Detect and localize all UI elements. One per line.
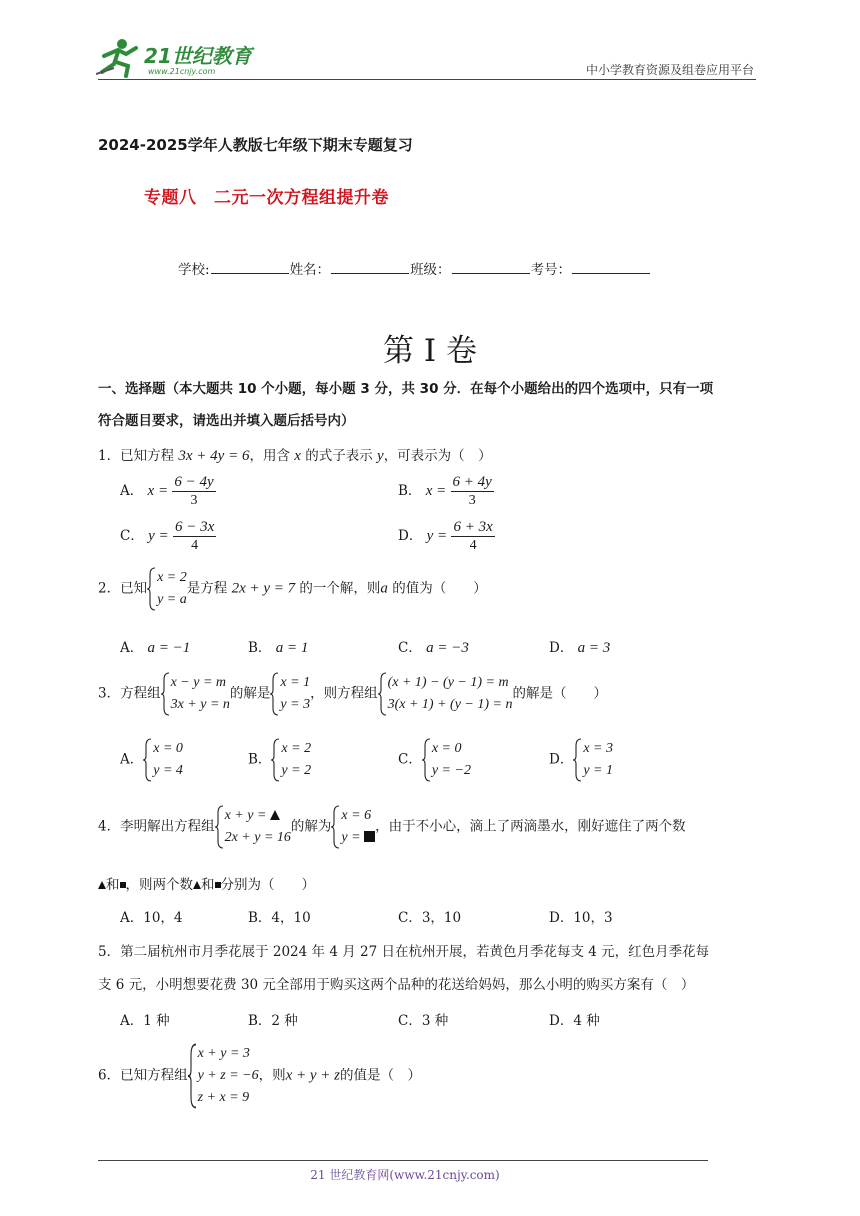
option-label: A． [120,910,144,926]
system-line: y = a [157,592,187,607]
header-divider [98,79,756,80]
exam-number-blank[interactable] [572,261,650,274]
option-label: B． [248,751,272,768]
question-4-line2 [98,873,315,893]
option-label: D． [549,1013,574,1029]
fraction [172,474,215,509]
numerator: 6 − 4y [174,474,214,490]
option-lhs: x = [425,483,447,499]
q5-option-b[interactable] [248,1009,298,1029]
system-line: x = 6 [341,808,372,823]
ink-square-icon [364,831,375,842]
brace-icon [378,672,387,716]
option-label: C． [398,910,422,926]
q2-suffix: 的值为（ ） [392,580,487,597]
ink-triangle-icon [270,810,280,820]
q2-option-d[interactable] [549,636,610,657]
brace-icon [147,567,156,611]
option-label: B． [248,1013,272,1029]
volume-heading: 第 I 卷 [383,333,477,369]
brace-icon [143,738,152,782]
option-lhs: y = [148,528,169,544]
system-line: x + y = 3 [197,1046,250,1061]
option-value: a = −3 [426,640,469,656]
option-system [271,738,311,782]
q4-system-2 [331,805,375,849]
system-line: y = 2 [281,763,312,778]
option-label: C． [120,528,144,544]
option-value: 2 种 [271,1013,298,1029]
q1-equation: 3x + 4y = 6 [178,448,250,464]
q6-text: ，则 [258,1067,286,1084]
q4-and: 和 [106,877,120,893]
student-info-row [178,258,651,278]
option-label: B． [248,640,272,656]
option-label: A． [120,483,144,499]
q3-system-3 [378,672,513,716]
q2-var: a [380,580,388,597]
q6-system [188,1043,259,1109]
system-line: (x + 1) − (y − 1) = m [387,675,509,690]
brace-icon [271,738,280,782]
footer-text[interactable]: 21 世纪教育网(www.21cnjy.com) [310,1168,500,1182]
topic-title: 专题八 二元一次方程组提升卷 [144,188,389,208]
q2-option-c[interactable] [398,636,469,657]
option-lhs: y = [426,528,448,544]
school-label: 学校: [178,262,210,278]
option-label: C． [398,751,422,768]
section-heading-line2: 符合题目要求，请选出并填入题后括号内） [98,413,355,429]
numerator: 6 + 4y [452,474,492,490]
option-label: C． [398,1013,422,1029]
option-label: B． [248,910,272,926]
runner-logo-icon [96,38,266,78]
q1-option-d[interactable] [398,519,495,554]
q6-expression: x + y + z [285,1067,341,1084]
option-system [143,738,183,782]
denominator: 4 [469,538,477,553]
system-line: 3x + y = n [170,697,230,712]
system-line: y = [341,830,361,845]
question-6 [98,1043,421,1109]
q3-option-b[interactable] [248,738,311,782]
q6-suffix: 的值是（ ） [340,1067,422,1084]
system-line: y = 4 [153,763,183,778]
option-label: D． [398,528,423,544]
logo-url: www.21cnjy.com [148,67,216,76]
question-5-line2: 支 6 元，小明想要花费 30 元全部用于购买这两个品种的花送给妈妈，那么小明的购买方案有（ ） [98,977,695,993]
option-value: 4，10 [271,910,311,926]
option-label: D． [549,751,574,768]
fraction [451,519,494,554]
brace-icon [573,738,582,782]
school-blank[interactable] [211,261,289,274]
question-3 [98,672,607,716]
option-label: A． [120,640,144,656]
q3-option-d[interactable] [549,738,613,782]
system-line: 3(x + 1) + (y − 1) = n [387,697,513,712]
q2-option-b[interactable] [248,636,308,657]
brace-icon [161,672,170,716]
q1-text2: 的式子表示 [305,448,373,464]
q2-equation: 2x + y = 7 [231,580,296,597]
option-value: 10，3 [573,910,613,926]
numerator: 6 + 3x [453,519,493,535]
system-line: y = 1 [583,763,613,778]
option-label: A． [120,751,144,768]
system-line: y = 3 [280,697,311,712]
option-system [422,738,471,782]
q1-suffix: ，可表示为（ ） [383,448,492,464]
question-2 [98,567,487,611]
system-line: x = 2 [157,570,187,585]
option-label: C． [398,640,422,656]
option-value: a = −1 [147,640,191,656]
option-value: 1 种 [143,1013,170,1029]
option-value: a = 1 [275,640,309,656]
site-logo [96,38,266,78]
q4-text3: ，则两个数 [125,877,193,893]
numerator: 6 − 3x [174,519,215,535]
section-heading-line1: 一、选择题（本大题共 10 个小题，每小题 3 分，共 30 分．在每个小题给出的四个选项中，只有一项 [98,381,714,397]
q3-prefix: 3．方程组 [98,685,161,702]
q2-text: 是方程 [186,580,228,597]
system-line: y + z = −6 [197,1068,259,1083]
system-line: x + y = [224,808,267,823]
brace-icon [331,805,340,849]
denominator: 4 [191,538,199,553]
option-value: 4 种 [573,1013,600,1029]
q3-suffix: 的解是（ ） [512,685,607,702]
system-line: x = 1 [280,675,311,690]
option-system [573,738,613,782]
fraction [173,519,216,554]
q4-suffix: ，由于不小心，滴上了两滴墨水，刚好遮住了两个数 [375,818,686,835]
option-value: a = 3 [577,640,611,656]
brace-icon [422,738,431,782]
q2-prefix: 2．已知 [98,580,148,597]
denominator: 3 [190,493,198,508]
system-line: x = 2 [281,741,312,756]
q3-system-1 [161,672,230,716]
option-label: D． [549,910,574,926]
question-1 [98,444,492,465]
class-blank[interactable] [452,261,530,274]
name-blank[interactable] [331,261,409,274]
document-title: 2024-2025学年人教版七年级下期末专题复习 [98,136,413,154]
q4-option-c[interactable] [398,906,461,926]
option-value: 3，10 [421,910,462,926]
q1-var-y: y [377,448,384,464]
brace-icon [215,805,224,849]
footer-divider [98,1160,708,1161]
q1-option-a[interactable] [120,474,216,509]
q2-option-a[interactable] [120,636,190,657]
q4-text: 的解为 [290,818,332,835]
q4-option-b[interactable] [248,906,311,926]
q6-prefix: 6．已知方程组 [98,1067,188,1084]
q3-text2: ，则方程组 [310,685,378,702]
q4-prefix: 4．李明解出方程组 [98,818,215,835]
option-label: A． [120,1013,144,1029]
q1-prefix: 1．已知方程 [98,448,175,464]
question-5-line1: 5．第二届杭州市月季花展于 2024 年 4 月 27 日在杭州开展，若黄色月季花每支 4 元，红色月季花每 [98,944,710,960]
name-label: 姓名： [289,262,331,278]
q5-option-d[interactable] [549,1009,600,1029]
system-line: 2x + y = 16 [224,830,291,845]
q1-var-x: x [294,448,301,464]
q1-text: ，用含 [249,448,290,464]
option-lhs: x = [147,483,169,499]
fraction [451,474,494,509]
logo-text: 21世纪教育 [144,44,252,68]
system-line: y = −2 [431,763,471,778]
q1-option-c[interactable] [120,519,216,554]
q3-system-2 [270,672,310,716]
q3-option-c[interactable] [398,738,471,782]
q5-option-c[interactable] [398,1009,448,1029]
q4-and2: 和 [201,877,215,893]
denominator: 3 [468,493,476,508]
brace-icon [188,1043,197,1109]
option-value: 3 种 [421,1013,449,1029]
q3-text: 的解是 [229,685,271,702]
system-line: x = 0 [153,741,183,756]
q4-system-1 [215,805,291,849]
q4-option-a[interactable] [120,906,183,926]
option-label: D． [549,640,574,656]
exam-number-label: 考号： [530,262,572,278]
triangle-icon [193,881,201,889]
system-line: z + x = 9 [197,1090,250,1105]
q2-system [147,567,187,611]
class-label: 班级： [410,262,451,278]
q5-option-a[interactable] [120,1009,170,1029]
triangle-icon [98,881,106,889]
brace-icon [270,672,279,716]
system-line: x − y = m [170,675,227,690]
q3-option-a[interactable] [120,738,183,782]
q4-end: 分别为（ ） [220,877,315,893]
header-platform-text: 中小学教育资源及组卷应用平台 [585,63,754,77]
question-4 [98,805,686,849]
q1-option-b[interactable] [398,474,494,509]
option-value: 10，4 [143,910,183,926]
option-label: B． [398,483,422,499]
system-line: x = 0 [431,741,462,756]
q4-option-d[interactable] [549,906,613,926]
q2-text2: 的一个解，则 [299,580,381,597]
system-line: x = 3 [583,741,613,756]
